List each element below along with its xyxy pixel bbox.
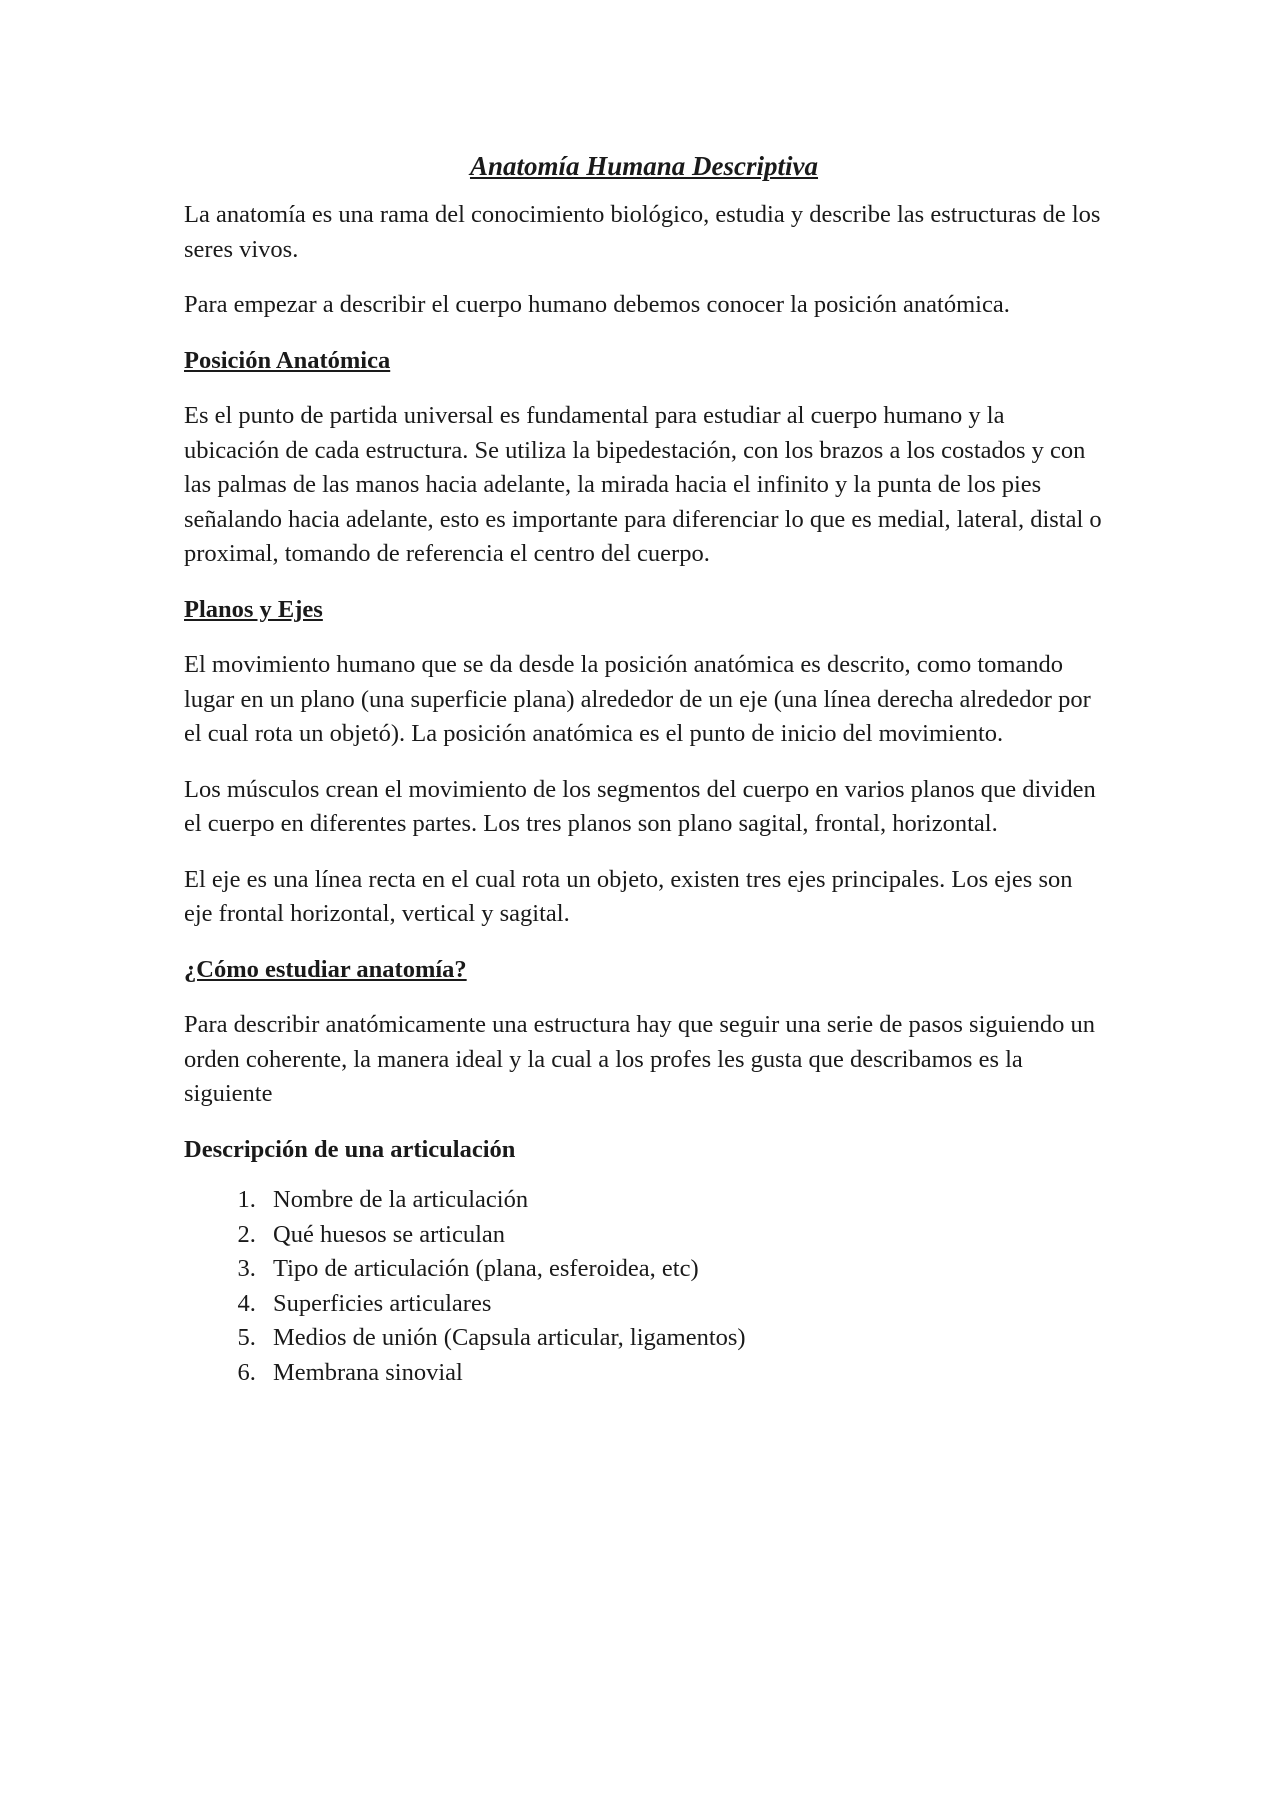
paragraph-planos-3: El eje es una línea recta en el cual rota un objeto, existen tres ejes principales. Los ejes son eje frontal horizontal, vertical y sagital. bbox=[184, 865, 1073, 927]
document-title: Anatomía Humana Descriptiva bbox=[469, 151, 819, 181]
list-item: 2. Qué huesos se articulan bbox=[262, 1218, 1104, 1253]
articulation-steps-list bbox=[184, 1183, 1104, 1390]
intro-paragraph-2: Para empezar a describir el cuerpo humano debemos conocer la posición anatómica. bbox=[184, 291, 1010, 318]
list-item: 1. Nombre de la articulación bbox=[262, 1183, 1104, 1218]
list-item: 6. Membrana sinovial bbox=[262, 1356, 1104, 1391]
paragraph-planos-1: El movimiento humano que se da desde la posición anatómica es descrito, como tomando lugar en un plano (una superficie plana) alrededor de un eje (una línea derecha alrededor por el cual rota un objetó). La posición anatómica es el punto de inicio del movimiento. bbox=[184, 651, 1091, 747]
paragraph-posicion-anatomica: Es el punto de partida universal es fundamental para estudiar al cuerpo humano y la ubicación de cada estructura. Se utiliza la bipedestación, con los brazos a los costados y con las palmas de las manos hacia adelante, la mirada hacia el infinito y la punta de los pies señalando hacia adelante, esto es importante para diferenciar lo que es medial, lateral, distal o proximal, tomando de referencia el centro del cuerpo. bbox=[184, 402, 1102, 567]
heading-posicion-anatomica: Posición Anatómica bbox=[184, 346, 391, 374]
document-page bbox=[184, 148, 1104, 1390]
heading-planos-y-ejes: Planos y Ejes bbox=[184, 595, 323, 623]
heading-como-estudiar: ¿Cómo estudiar anatomía? bbox=[184, 955, 467, 983]
heading-descripcion-articulacion: Descripción de una articulación bbox=[184, 1135, 516, 1163]
intro-paragraph-1: La anatomía es una rama del conocimiento biológico, estudia y describe las estructuras de los seres vivos. bbox=[184, 201, 1101, 263]
paragraph-planos-2: Los músculos crean el movimiento de los segmentos del cuerpo en varios planos que dividen el cuerpo en diferentes partes. Los tres planos son plano sagital, frontal, horizontal. bbox=[184, 775, 1096, 837]
list-item: 5. Medios de unión (Capsula articular, ligamentos) bbox=[262, 1321, 1104, 1356]
paragraph-como-estudiar: Para describir anatómicamente una estructura hay que seguir una serie de pasos siguiendo un orden coherente, la manera ideal y la cual a los profes les gusta que describamos es la siguiente bbox=[184, 1011, 1095, 1107]
list-item: 4. Superficies articulares bbox=[262, 1287, 1104, 1322]
list-item: 3. Tipo de articulación (plana, esferoidea, etc) bbox=[262, 1252, 1104, 1287]
